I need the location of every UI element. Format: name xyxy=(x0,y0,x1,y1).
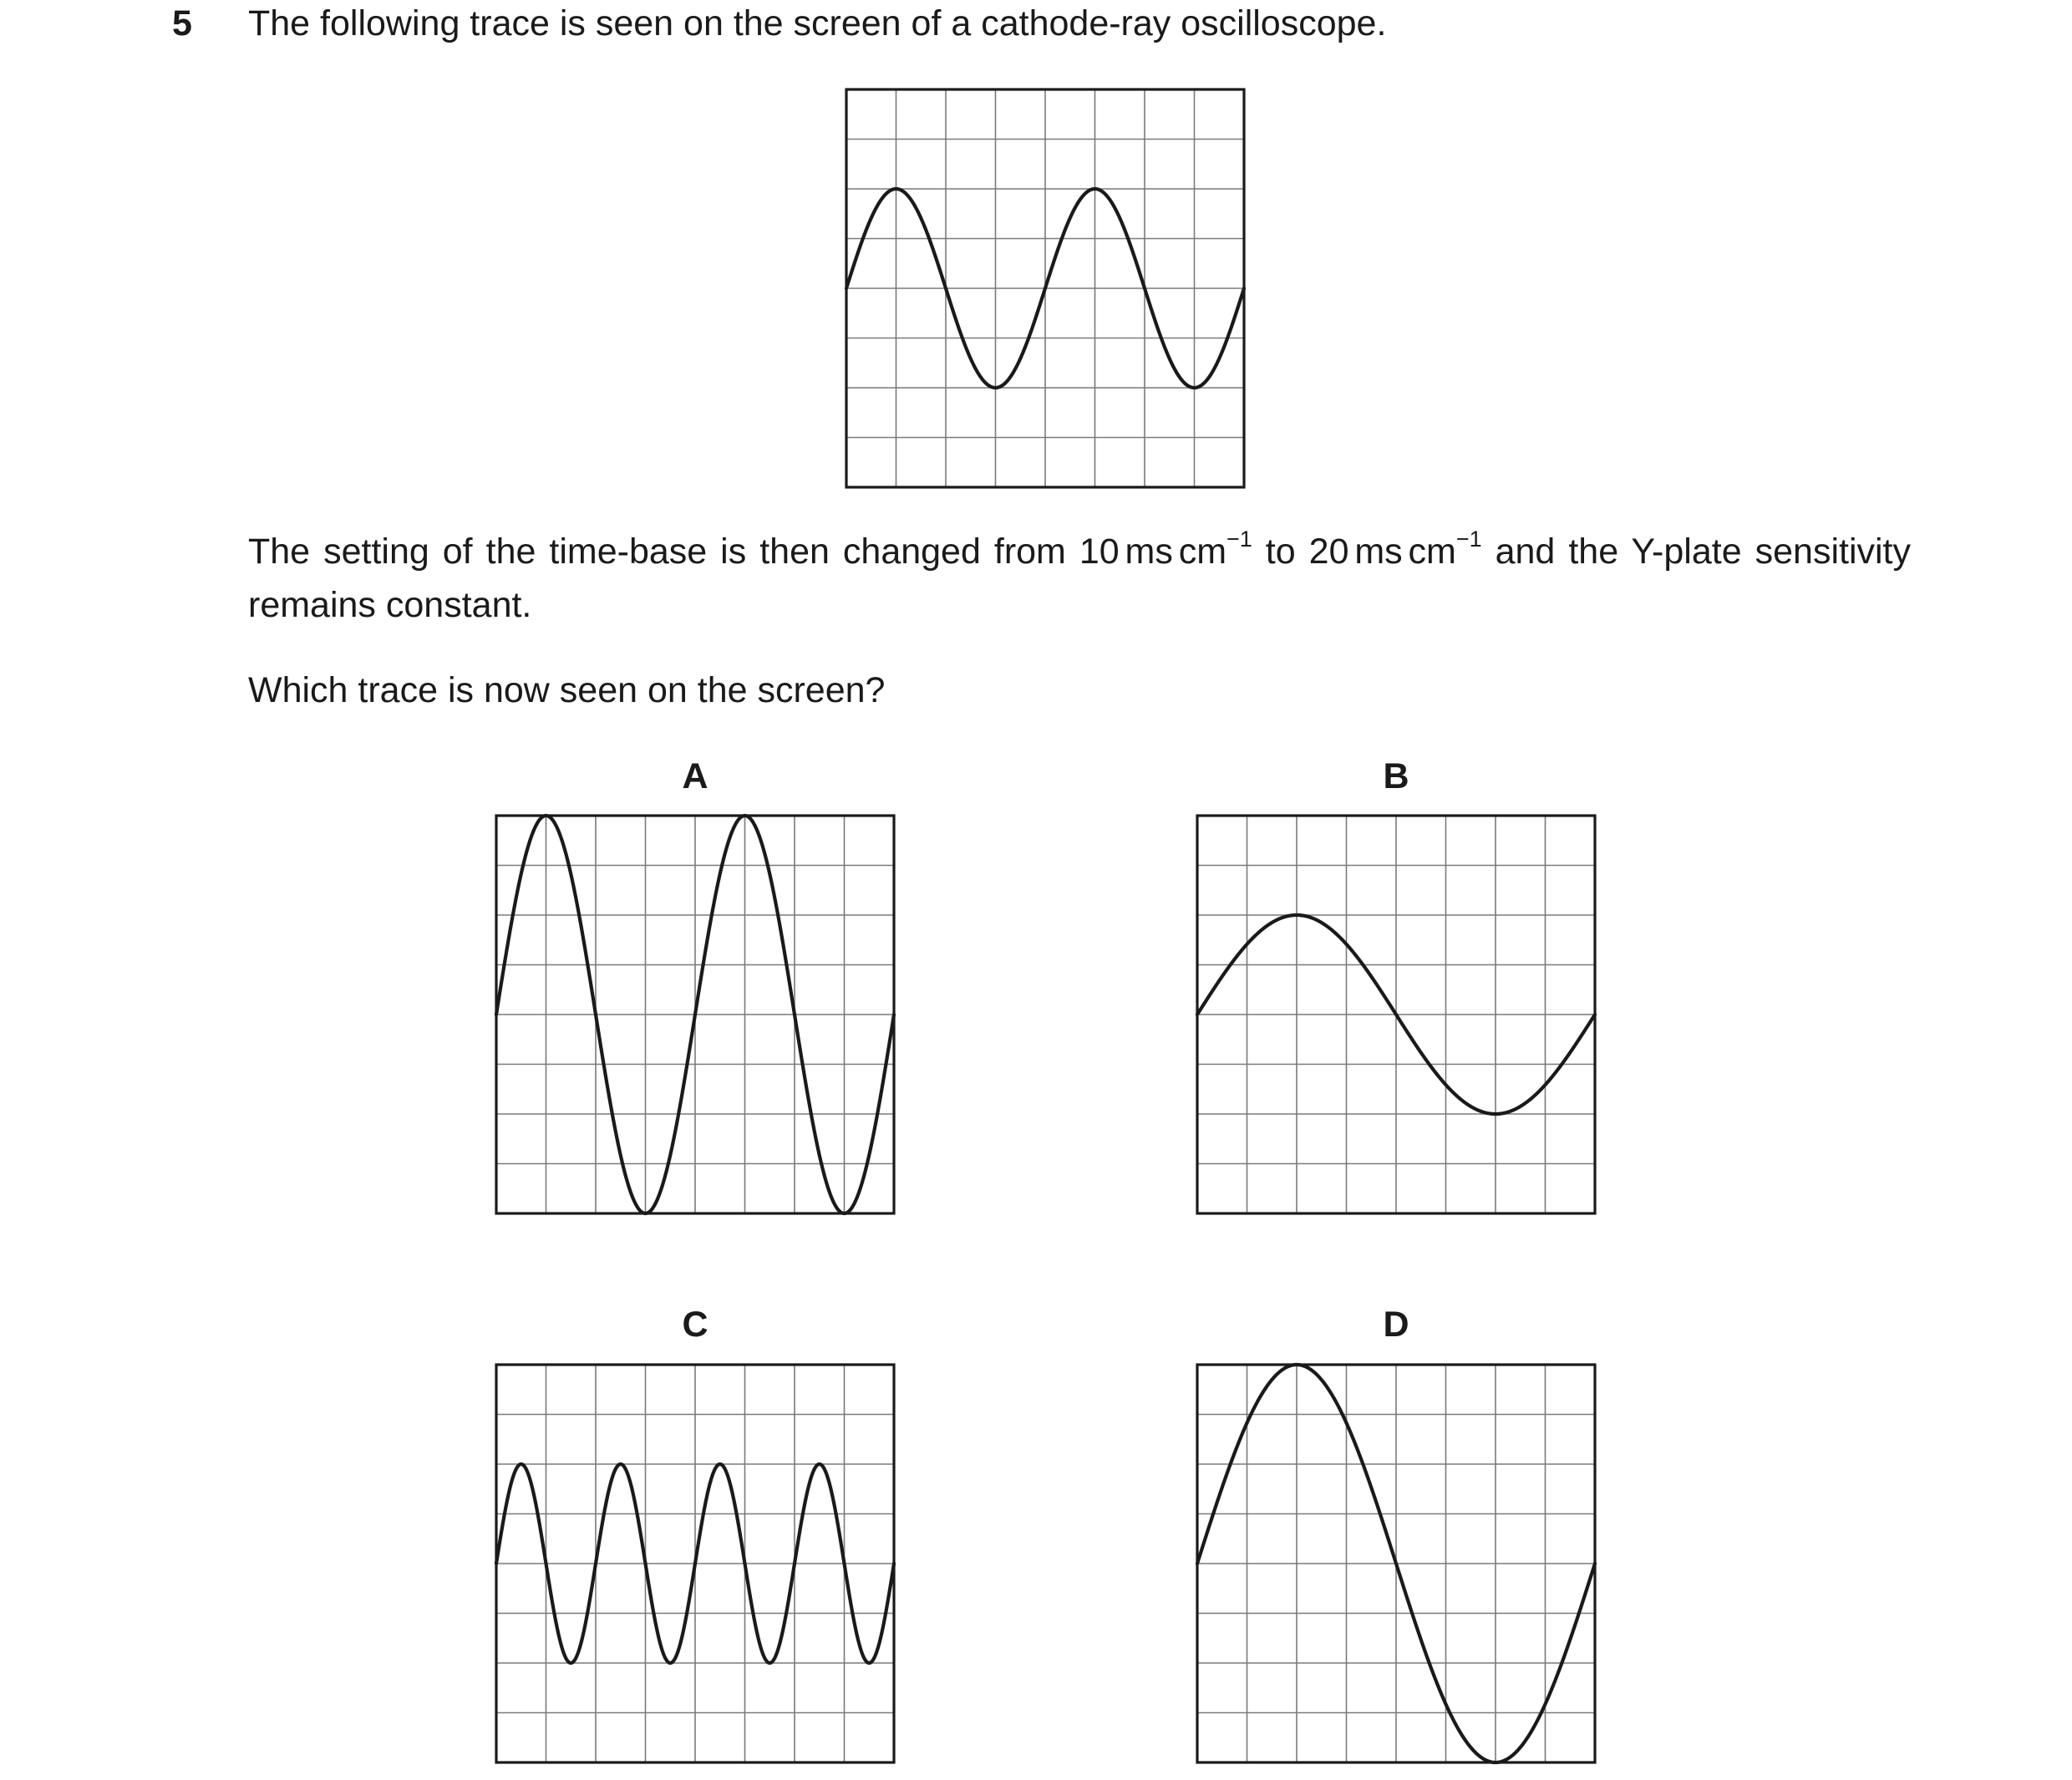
option-label-c: C xyxy=(682,1304,708,1345)
original-trace-screen xyxy=(846,89,1244,487)
option-label-d: D xyxy=(1383,1304,1409,1345)
option-b-trace-screen[interactable] xyxy=(1197,816,1595,1213)
question-intro: The following trace is seen on the screen of a cathode-ray oscilloscope. xyxy=(248,3,1387,43)
option-c-trace-screen[interactable] xyxy=(496,1365,894,1762)
option-d-trace-screen[interactable] xyxy=(1197,1365,1595,1762)
question-number: 5 xyxy=(172,3,192,43)
option-a-trace-screen[interactable] xyxy=(496,816,894,1213)
time-base-setting-text: The setting of the time-base is then changed from 10 ms $cm^{-1}$ to 20 ms $cm^{-1}$ and the Y-plate sensitivity remains constant. xyxy=(248,526,1911,625)
option-label-a: A xyxy=(682,756,708,796)
option-label-b: B xyxy=(1383,756,1409,796)
question-prompt: Which trace is now seen on the screen? xyxy=(248,670,886,710)
